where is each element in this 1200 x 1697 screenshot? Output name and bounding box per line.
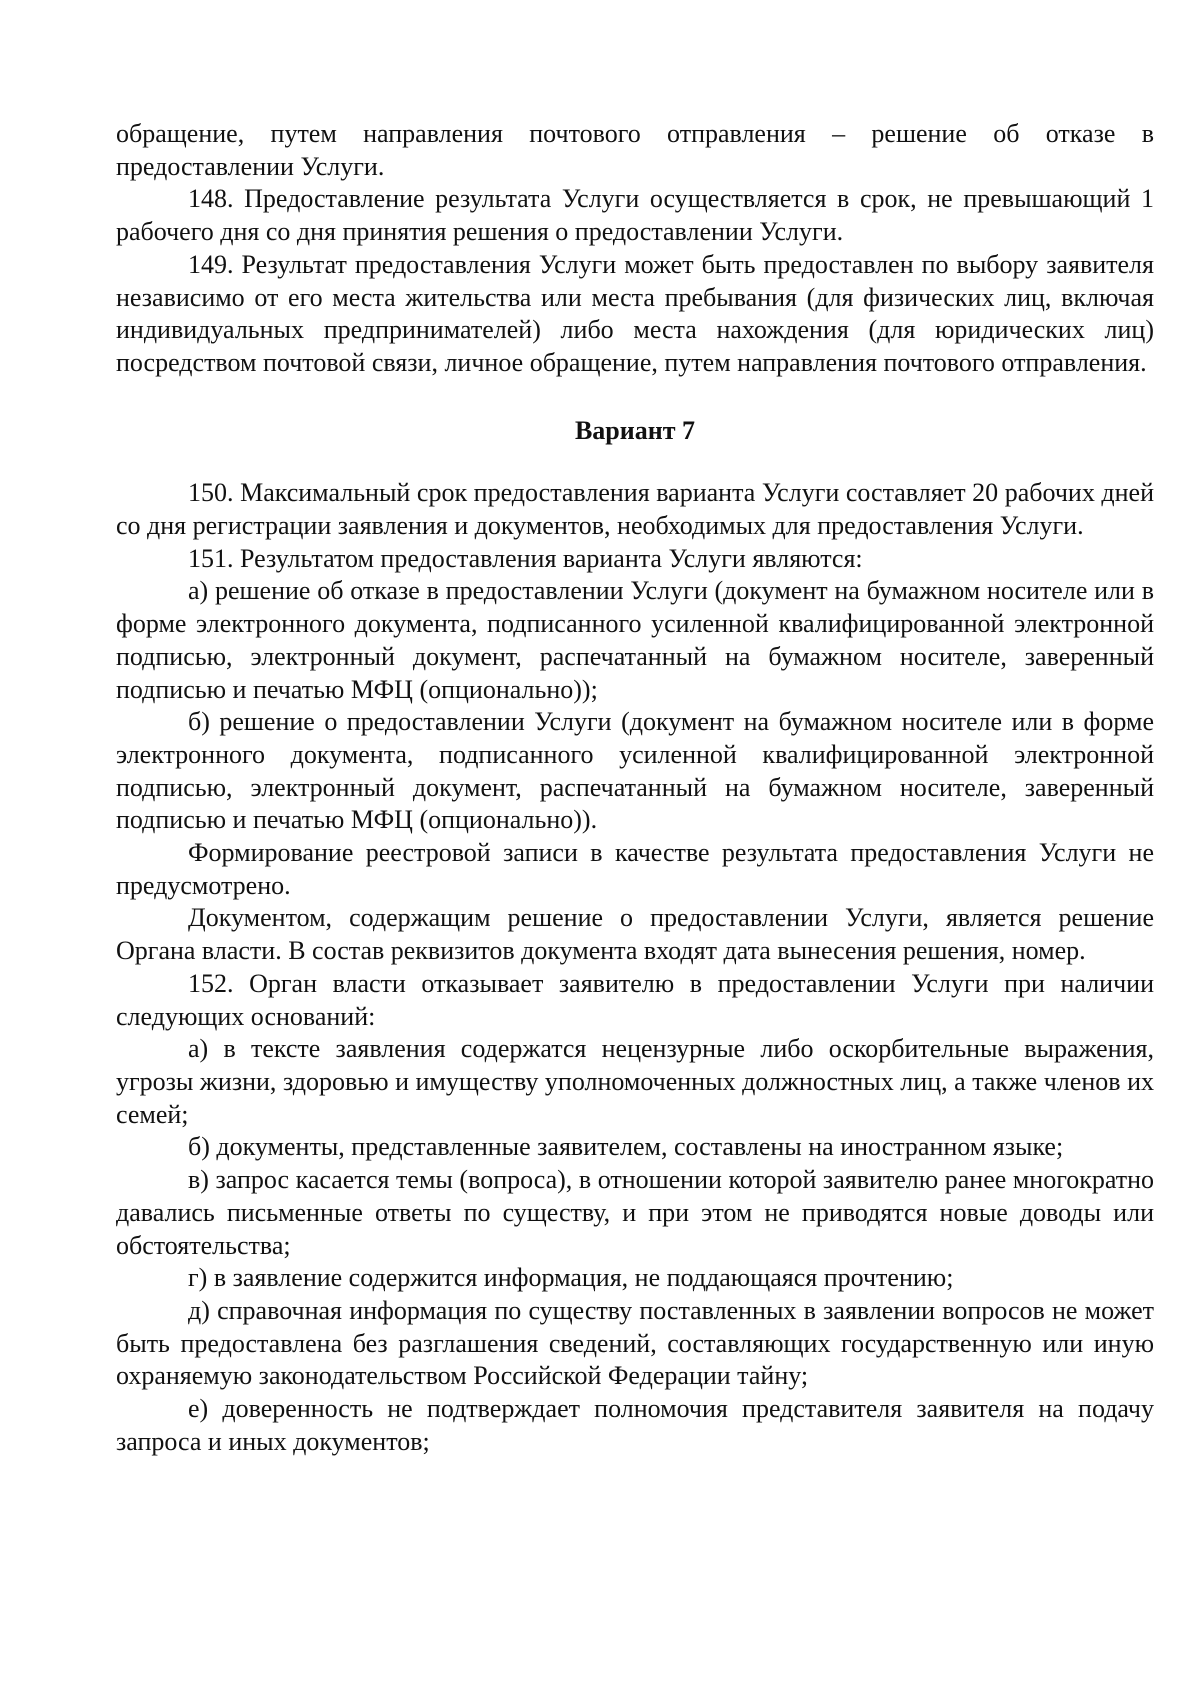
paragraph-148: 148. Предоставление результата Услуги осуществляется в срок, не превышающий 1 рабочего дня со дня принятия решения о предоставлении Услуги. — [116, 184, 1154, 247]
paragraph-151: 151. Результатом предоставления варианта Услуги являются: — [188, 543, 863, 573]
paragraph-149: 149. Результат предоставления Услуги может быть предоставлен по выбору заявителя независимо от его места жительства или места пребывания (для физических лиц, включая индивидуальных предпринимателей) либо места нахождения (для юридических лиц) посредством почтовой связи, личное обращение, путем направления почтового отправления. — [116, 249, 1154, 377]
document-page — [116, 118, 1154, 1458]
paragraph-152-g: г) в заявление содержится информация, не поддающаяся прочтению; — [188, 1263, 954, 1293]
paragraph-registry-record: Формирование реестровой записи в качестве результата предоставления Услуги не предусмотрено. — [116, 838, 1154, 900]
paragraph-152: 152. Орган власти отказывает заявителю в предоставлении Услуги при наличии следующих оснований: — [116, 968, 1154, 1031]
paragraph-152-e: е) доверенность не подтверждает полномочия представителя заявителя на подачу запроса и иных документов; — [116, 1394, 1154, 1456]
section-heading: Вариант 7 — [574, 415, 696, 445]
paragraph-151-a: а) решение об отказе в предоставлении Услуги (документ на бумажном носителе или в форме электронного документа, подписанного усиленной квалифицированной электронной подписью, электронный документ, распечатанный на бумажном носителе, заверенный подписью и печатью МФЦ (опционально)); — [116, 576, 1154, 704]
paragraph-152-v: в) запрос касается темы (вопроса), в отношении которой заявителю ранее многократно давались письменные ответы по существу, и при этом не приводятся новые доводы или обстоятельства; — [116, 1165, 1154, 1260]
paragraph-decision-document: Документом, содержащим решение о предоставлении Услуги, является решение Органа власти. В состав реквизитов документа входят дата вынесения решения, номер. — [116, 903, 1154, 966]
paragraph-152-d: д) справочная информация по существу поставленных в заявлении вопросов не может быть предоставлена без разглашения сведений, составляющих государственную или иную охраняемую законодательством Российской Федерации тайну; — [116, 1295, 1154, 1391]
paragraph-152-b: б) документы, представленные заявителем, составлены на иностранном языке; — [188, 1132, 1064, 1162]
paragraph-152-a: а) в тексте заявления содержатся нецензурные либо оскорбительные выражения, угрозы жизни, здоровью и имуществу уполномоченных должностных лиц, а также членов их семей; — [116, 1034, 1154, 1129]
paragraph-151-b: б) решение о предоставлении Услуги (документ на бумажном носителе или в форме электронного документа, подписанного усиленной квалифицированной электронной подписью, электронный документ, распечатанный на бумажном носителе, заверенный подписью и печатью МФЦ (опционально)). — [116, 707, 1154, 835]
paragraph-continuation: обращение, путем направления почтового отправления – решение об отказе в предоставлении Услуги. — [116, 119, 1154, 181]
paragraph-150: 150. Максимальный срок предоставления варианта Услуги составляет 20 рабочих дней со дня регистрации заявления и документов, необходимых для предоставления Услуги. — [116, 478, 1154, 541]
